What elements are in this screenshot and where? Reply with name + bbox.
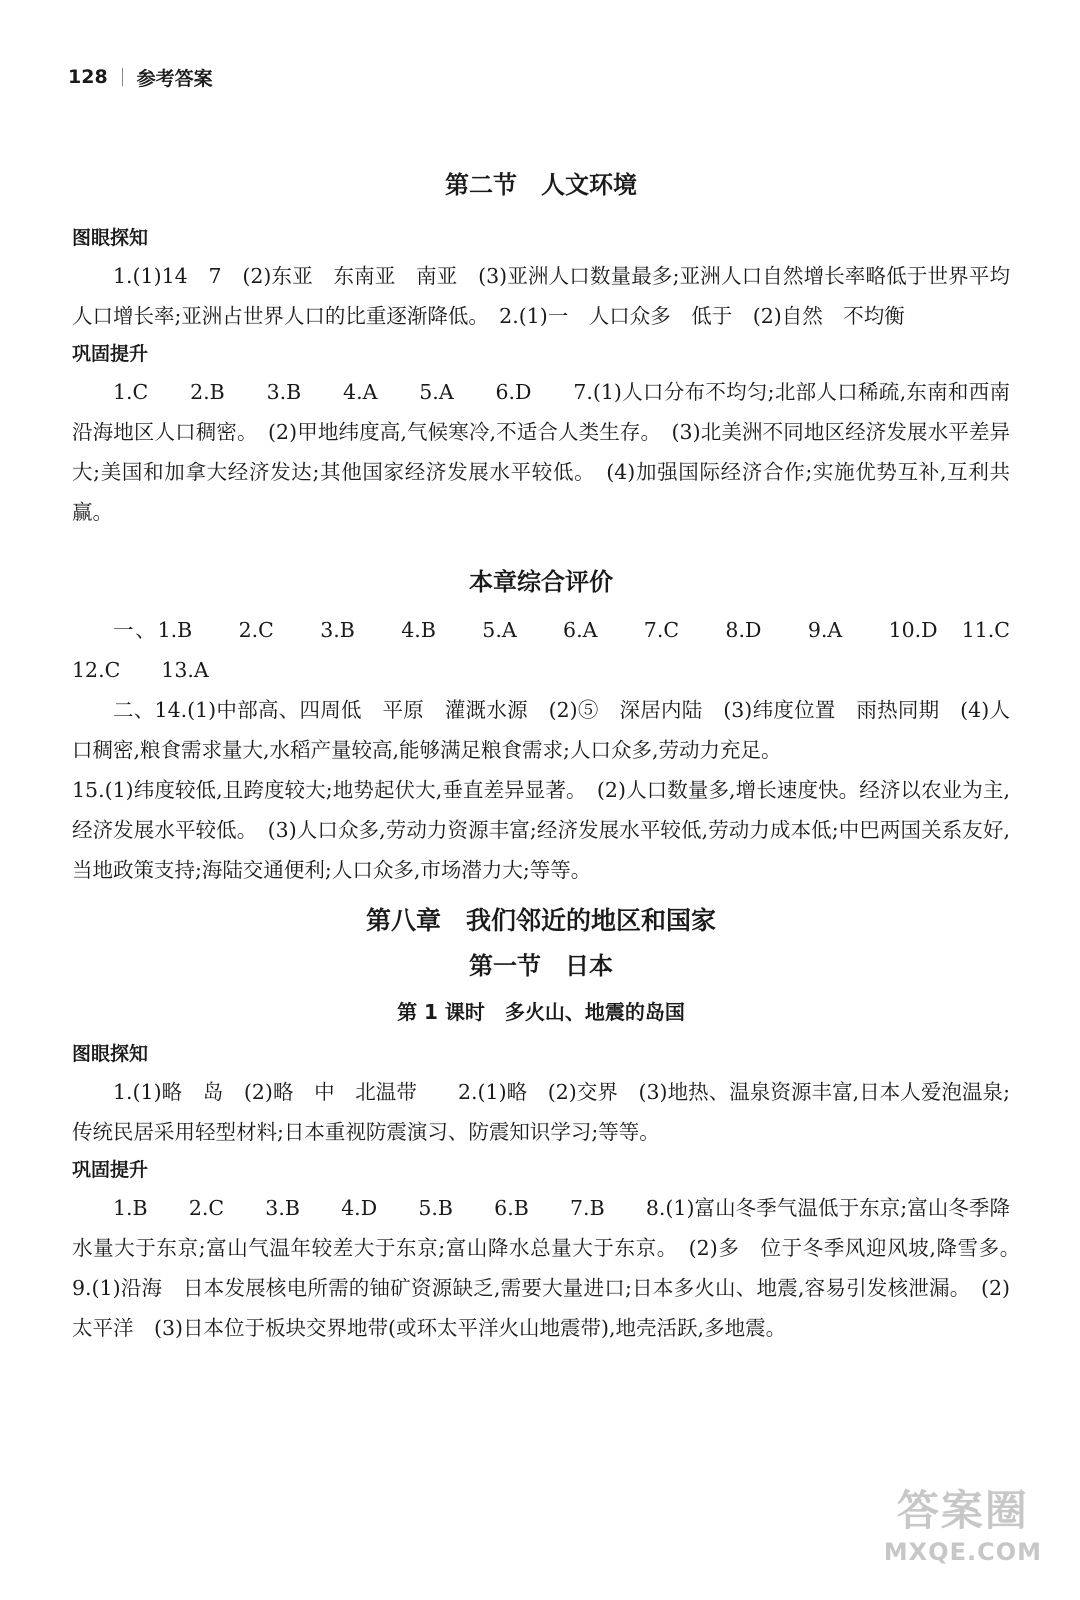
answer-content bbox=[72, 160, 1051, 1348]
watermark-logo bbox=[884, 1478, 1042, 1566]
answer-paragraph: 1.(1)略 岛 (2)略 中 北温带 2.(1)略 (2)交界 (3)地热、温泉资源丰富,日本人爱泡温泉;传统民居采用轻型材料;日本重视防震演习、防震知识学习;等等。 bbox=[72, 1080, 1010, 1144]
answer-paragraph: 1.C 2.B 3.B 4.A 5.A 6.D 7.(1)人口分布不均匀;北部人口稀疏,东南和西南沿海地区人口稠密。 (2)甲地纬度高,气候寒冷,不适合人类生存。 (3)北美洲不同地区经济发展水平差异大;美国和加拿大经济发达;其他国家经济发展水平较低。 (4)加强国际经济合作;实施优势互补,互利共赢。 bbox=[72, 380, 1010, 524]
page-number: 128 bbox=[68, 66, 108, 88]
subheading-gonggu: 巩固提升 bbox=[72, 343, 149, 365]
answer-paragraph: 二、14.(1)中部高、四周低 平原 灌溉水源 (2)⑤ 深居内陆 (3)纬度位置 雨热同期 (4)人口稠密,粮食需求量大,水稻产量较高,能够满足粮食需求;人口众多,劳动力充足。 bbox=[72, 698, 1010, 762]
header-divider bbox=[122, 68, 123, 86]
lesson-title: 第 1 课时 多火山、地震的岛国 bbox=[397, 1000, 685, 1024]
section-title: 第二节 人文环境 bbox=[445, 171, 637, 199]
section-title: 第一节 日本 bbox=[469, 952, 613, 980]
answer-paragraph: 1.(1)14 7 (2)东亚 东南亚 南亚 (3)亚洲人口数量最多;亚洲人口自然增长率略低于世界平均人口增长率;亚洲占世界人口的比重逐渐降低。 2.(1)一 人口众多 低于 (2)自然 不均衡 bbox=[72, 264, 1010, 328]
running-title: 参考答案 bbox=[136, 67, 213, 90]
subheading-tuyan: 图眼探知 bbox=[72, 1043, 149, 1065]
answer-paragraph: 一、1.B 2.C 3.B 4.B 5.A 6.A 7.C 8.D 9.A 10.D 11.C 12.C 13.A bbox=[72, 618, 1051, 682]
chapter-title: 第八章 我们邻近的地区和国家 bbox=[365, 906, 716, 935]
page-header bbox=[68, 62, 213, 92]
watermark-text: 答案圈 bbox=[896, 1486, 1029, 1535]
answer-paragraph: 15.(1)纬度较低,且跨度较大;地势起伏大,垂直差异显著。 (2)人口数量多,增长速度快。经济以农业为主,经济发展水平较低。 (3)人口众多,劳动力资源丰富;经济发展水平较低,劳动力成本低;中巴两国关系友好,当地政策支持;海陆交通便利;人口众多,市场潜力大;等等。 bbox=[72, 778, 1010, 882]
watermark-url: MXQE.COM bbox=[883, 1538, 1042, 1566]
subheading-gonggu: 巩固提升 bbox=[72, 1159, 149, 1181]
answer-paragraph: 1.B 2.C 3.B 4.D 5.B 6.B 7.B 8.(1)富山冬季气温低于东京;富山冬季降水量大于东京;富山气温年较差大于东京;富山降水总量大于东京。 (2)多 位于冬季风迎风坡,降雪多。 9.(1)沿海 日本发展核电所需的铀矿资源缺乏,需要大量进口;日本多火山、地震,容易引发核泄漏。 (2)太平洋 (3)日本位于板块交界地带(或环太平洋火山地震带),地壳活跃,多地震。 bbox=[72, 1196, 1031, 1340]
subheading-tuyan: 图眼探知 bbox=[72, 227, 149, 249]
chapter-review-title: 本章综合评价 bbox=[469, 568, 613, 596]
